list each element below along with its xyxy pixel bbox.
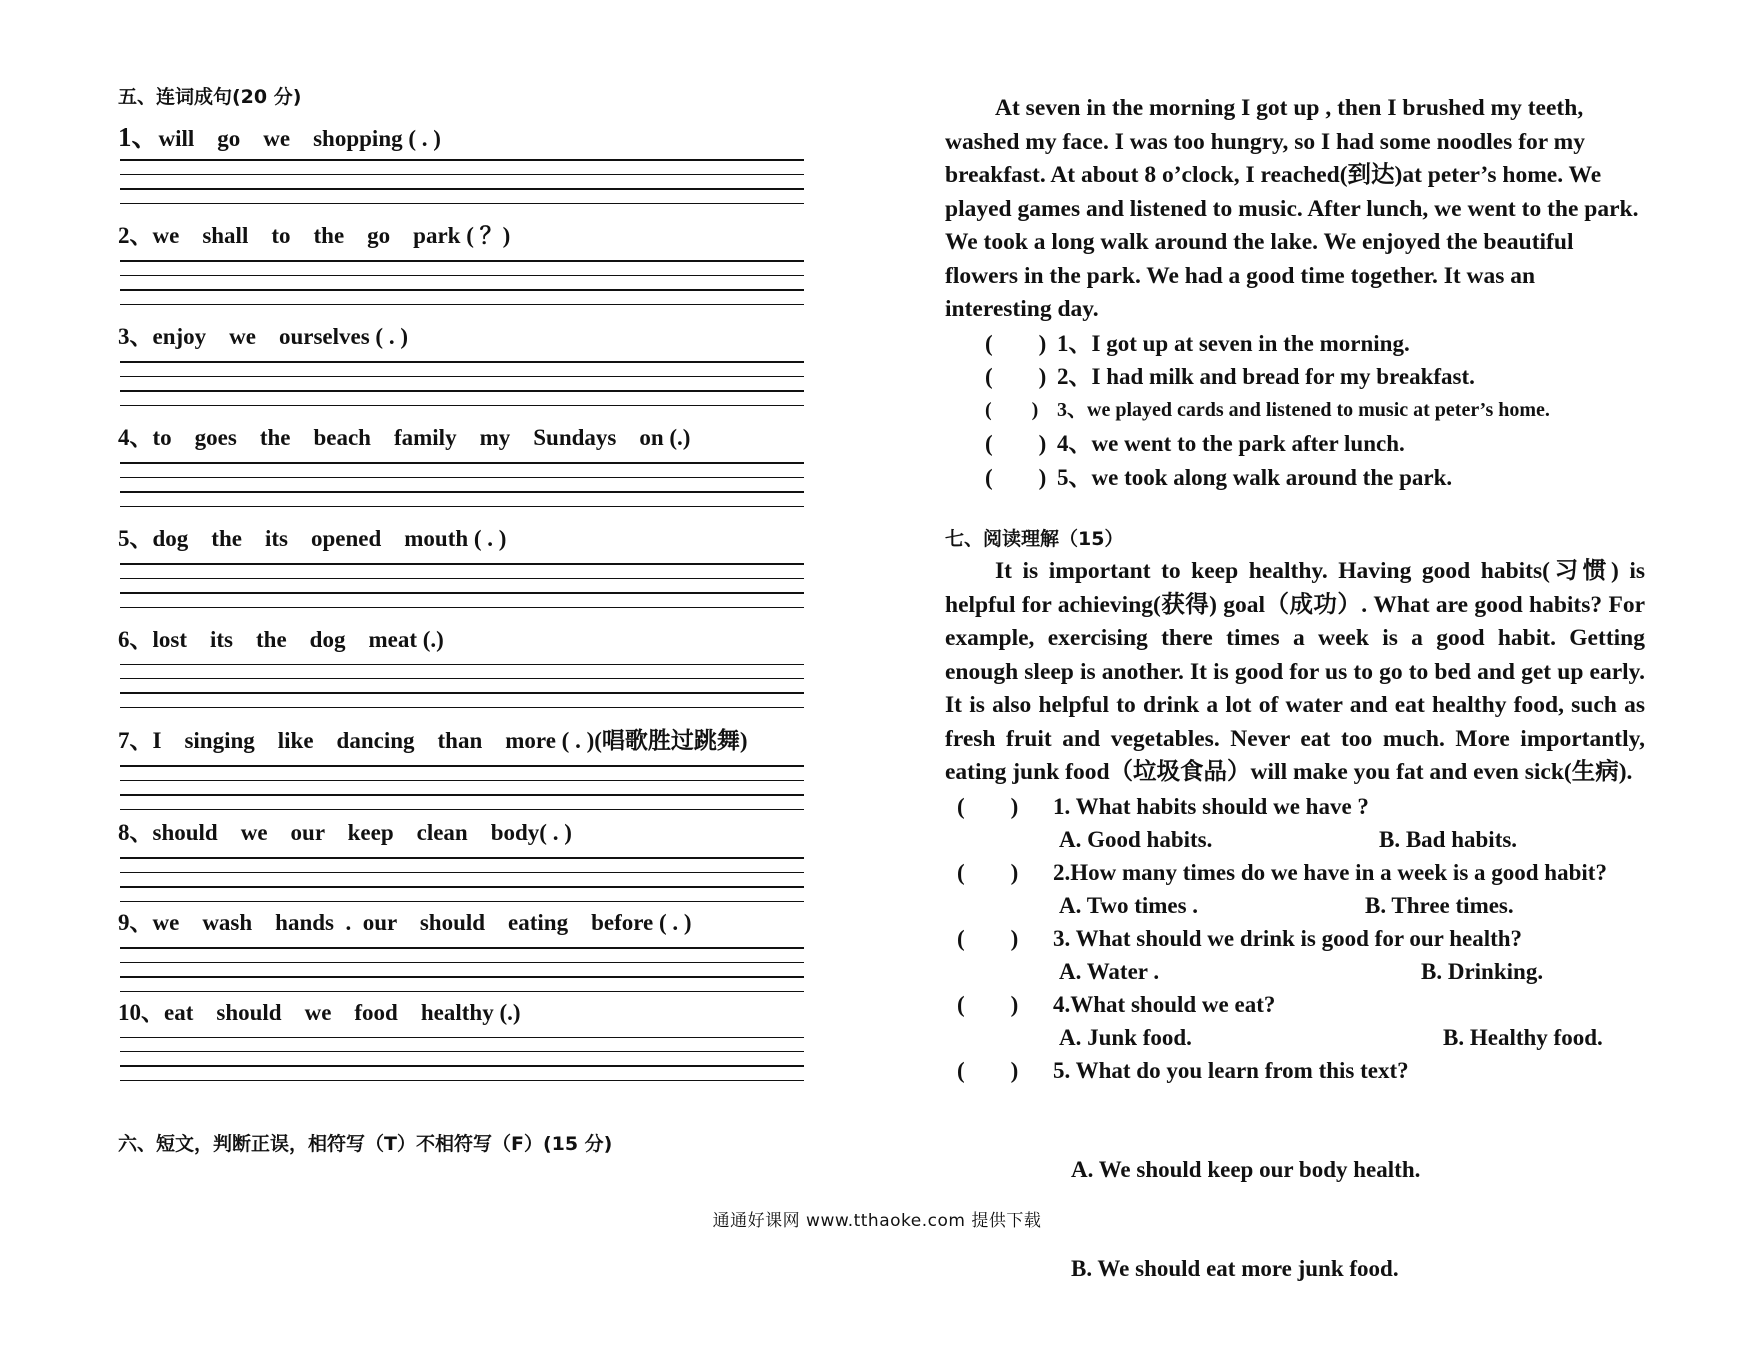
true-false-item: ( ) 3、we played cards and listened to music at peter’s home.: [985, 394, 1645, 428]
multiple-choice-list: [945, 790, 1645, 1351]
question-8: [118, 819, 808, 909]
question-words: we wash hands . our should eating before ( . ): [152, 910, 692, 935]
question-7: [118, 727, 808, 819]
question-number: 6、: [118, 627, 153, 652]
section-6-passage: At seven in the morning I got up , then I brushed my teeth, washed my face. I was too hungry, so I had some noodles for my breakfast. At about 8 o’clock, I reached(到达)at peter’s home. We played games and listened to music. After lunch, we went to the park. We took a long walk around the lake. We enjoyed the beautiful flowers in the park. We had a good time together. It was an interesting day.: [945, 95, 1639, 322]
answer-blank[interactable]: ( ): [985, 330, 1047, 356]
question-words: dog the its opened mouth ( . ): [152, 526, 507, 551]
question-number: 1、: [118, 122, 159, 152]
answer-blank[interactable]: ( ): [957, 793, 1019, 819]
answer-blank[interactable]: ( ): [957, 1057, 1019, 1083]
section-7-title: 七、阅读理解（15）: [945, 528, 1124, 550]
question-2: [118, 222, 808, 323]
question-words: eat should we food healthy (.): [164, 1000, 521, 1025]
question-number: 9、: [118, 910, 153, 935]
option-b[interactable]: B. We should eat more junk food.: [1071, 1255, 1399, 1281]
question-number: 10、: [118, 1000, 164, 1025]
answer-lines[interactable]: [120, 664, 804, 721]
answer-blank[interactable]: ( ): [957, 925, 1019, 951]
question-3: [118, 323, 808, 424]
answer-lines[interactable]: [120, 563, 804, 621]
right-column: [945, 92, 1645, 1351]
true-false-list: [945, 327, 1645, 495]
option-a[interactable]: A. We should keep our body health.: [1071, 1156, 1421, 1182]
answer-lines[interactable]: [120, 857, 804, 915]
question-words: I singing like dancing than more ( . )(唱歌胜过跳舞): [152, 728, 748, 753]
answer-lines[interactable]: [120, 765, 804, 823]
question-4: [118, 424, 808, 525]
question-words: will go we shopping ( . ): [158, 126, 441, 151]
true-false-item: ( ) 2、I had milk and bread for my breakfast.: [985, 360, 1645, 394]
section-5-title: 五、连词成句(20 分): [118, 86, 302, 108]
answer-lines[interactable]: [120, 361, 804, 419]
question-1: [118, 121, 808, 222]
answer-lines[interactable]: [120, 260, 804, 318]
option-b[interactable]: B. Drinking.: [1421, 958, 1544, 984]
question-words: we shall to the go park ( ？): [152, 223, 511, 248]
true-false-item: ( ) 5、we took along walk around the park.: [985, 461, 1645, 495]
question-words: should we our keep clean body( . ): [152, 820, 572, 845]
mc-question: ( ) 4.What should we eat?: [957, 988, 1645, 1021]
question-number: 5、: [118, 526, 153, 551]
answer-blank[interactable]: ( ): [957, 859, 1019, 885]
question-number: 3、: [118, 324, 153, 349]
section-6-title: 六、短文，判断正误，相符写（T）不相符写（F）(15 分): [118, 1133, 613, 1155]
option-a[interactable]: A. Good habits.: [1059, 826, 1213, 852]
option-b[interactable]: B. Three times.: [1365, 892, 1514, 918]
option-a[interactable]: A. Two times .: [1059, 892, 1199, 918]
answer-lines[interactable]: [120, 947, 804, 1005]
true-false-item: ( ) 1、I got up at seven in the morning.: [985, 327, 1645, 361]
mc-question: ( ) 1. What habits should we have ?: [957, 790, 1645, 823]
footer-credit: 通通好课网 www.tthaoke.com 提供下载: [712, 1211, 1042, 1231]
mc-question: ( ) 5. What do you learn from this text?: [957, 1054, 1645, 1087]
answer-blank[interactable]: ( ): [985, 464, 1047, 490]
answer-lines[interactable]: [120, 1037, 804, 1094]
mc-question: ( ) 3. What should we drink is good for our health?: [957, 922, 1645, 955]
option-a[interactable]: A. Water .: [1059, 958, 1160, 984]
answer-blank[interactable]: ( ): [985, 398, 1039, 421]
answer-blank[interactable]: ( ): [985, 431, 1047, 456]
answer-lines[interactable]: [120, 462, 804, 520]
option-b[interactable]: B. Healthy food.: [1443, 1024, 1603, 1050]
answer-blank[interactable]: ( ): [985, 364, 1047, 389]
question-number: 2、: [118, 223, 153, 248]
option-b[interactable]: B. Bad habits.: [1379, 826, 1518, 852]
question-9: [118, 909, 808, 999]
section-7-passage: It is important to keep healthy. Having good habits(习惯) is helpful for achieving(获得) goal（成功）. What are good habits? For example, exercising there times a week is a good habit. Getting enough sleep is another. It is good for us to go to bed and get up early. It is also helpful to drink a lot of water and eat healthy food, such as fresh fruit and vegetables. Never eat too much. More importantly, eating junk food（垃圾食品）will make you fat and even sick(生病).: [945, 558, 1645, 785]
question-words: enjoy we ourselves ( . ): [152, 324, 409, 349]
question-6: [118, 626, 808, 727]
question-number: 8、: [118, 820, 153, 845]
section-5: [118, 88, 808, 1089]
true-false-item: ( ) 4、we went to the park after lunch.: [985, 427, 1645, 461]
option-a[interactable]: A. Junk food.: [1059, 1024, 1192, 1050]
answer-lines[interactable]: [120, 159, 804, 217]
question-words: lost its the dog meat (.): [152, 627, 444, 652]
question-number: 4、: [118, 425, 153, 450]
question-10: [118, 999, 808, 1089]
question-5: [118, 525, 808, 626]
question-number: 7、: [118, 728, 153, 753]
answer-blank[interactable]: ( ): [957, 991, 1019, 1017]
mc-question: ( ) 2.How many times do we have in a week is a good habit?: [957, 856, 1645, 889]
question-words: to goes the beach family my Sundays on (.): [152, 425, 691, 450]
